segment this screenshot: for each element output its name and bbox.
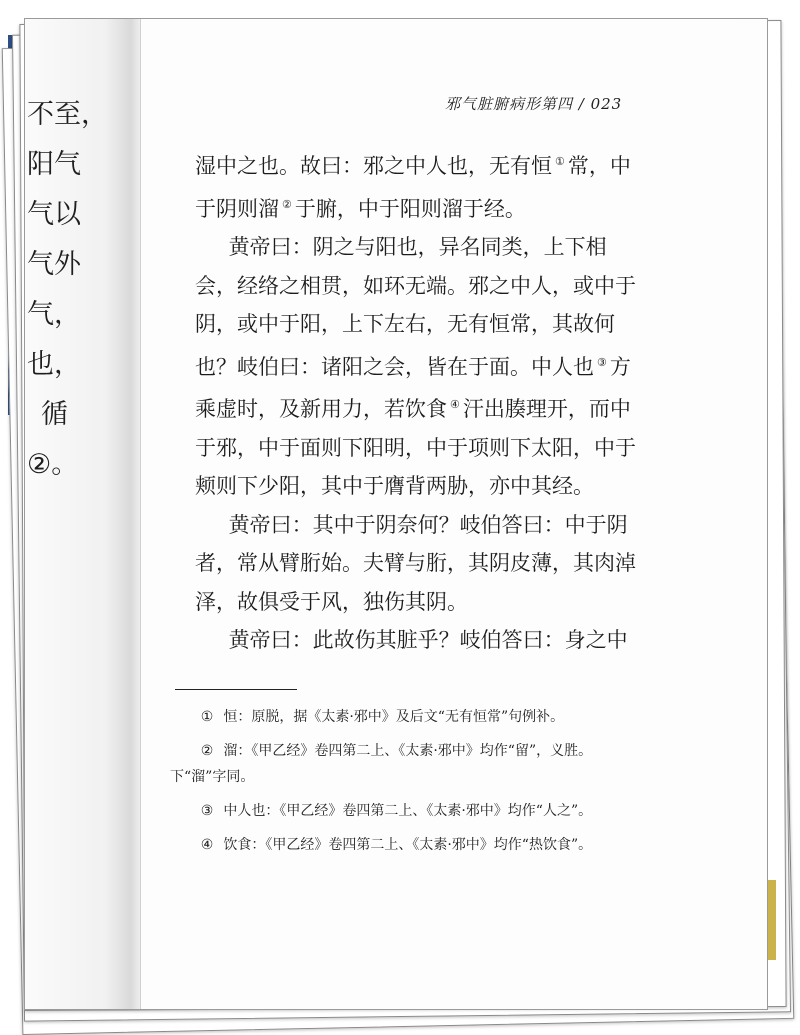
footnote <box>170 832 640 858</box>
footnote-marker: ④ <box>450 398 460 411</box>
paragraph <box>195 228 645 506</box>
footnote-divider <box>175 689 297 690</box>
left-page-line: 气外 <box>27 249 81 280</box>
footnote-text: 恒：原脱，据《太素·邪中》及后文“无有恒常”句例补。 <box>223 709 565 725</box>
left-page-line: ②。 <box>27 449 79 480</box>
footnote-marker: ③ <box>597 355 607 369</box>
paragraph <box>195 621 645 660</box>
text-span: 汗出腠理开，而中于邪，中于面则下阳明，中于项则下太阳，中于颊则下少阳，其中于膺背两胁，亦中其经。 <box>195 397 636 498</box>
left-page-line: 气， <box>27 299 81 330</box>
footnote-number: ④ <box>200 837 214 853</box>
left-page-line: 循 <box>41 399 68 430</box>
text-span: 黄帝曰：阴之与阳也，异名同类，上下相会，经络之相贯，如环无端。邪之中人，或中于阴，或中于阳，上下左右，无有恒常，其故何也？岐伯曰：诸阳之会，皆在于面。中人也 <box>195 235 636 379</box>
footnote-marker: ① <box>555 155 565 168</box>
footnotes <box>170 704 640 866</box>
footnote-marker: ② <box>282 197 292 211</box>
footnote-text: 饮食：《甲乙经》卷四第二上、《太素·邪中》均作“热饮食”。 <box>223 837 593 853</box>
left-page-text <box>27 95 108 495</box>
footnote-number: ① <box>200 709 214 725</box>
text-span: 湿中之也。故曰：邪之中人也，无有恒 <box>195 154 552 178</box>
footnote <box>170 798 640 824</box>
paragraph <box>195 143 645 228</box>
text-span: 方乘虚时，及新用力，若饮食 <box>195 354 631 421</box>
left-page-line: 也， <box>27 349 81 380</box>
footnote-text: 溜：《甲乙经》卷四第二上、《太素·邪中》均作“留”，义胜。下“溜”字同。 <box>170 743 593 785</box>
left-page-line: 不至， <box>27 99 108 130</box>
text-span: 常，中于阴则溜 <box>195 154 631 221</box>
running-head: 邪气脏腑病形第四 / 023 <box>445 95 623 113</box>
footnote <box>170 704 640 730</box>
footnote-number: ③ <box>200 803 214 819</box>
left-page-line: 气以 <box>27 199 81 230</box>
book-page <box>24 18 768 1010</box>
text-span: 于腑，中于阳则溜于经。 <box>294 196 526 221</box>
text-span: 黄帝曰：其中于阴奈何？岐伯答曰：中于阴者，常从臂胻始。夫臂与胻，其阴皮薄，其肉淖泽，故俱受于风，独伤其阴。 <box>195 512 636 614</box>
footnote-number: ② <box>200 743 214 759</box>
left-page-line: 阳气 <box>27 149 81 180</box>
footnote <box>170 738 640 790</box>
paragraph <box>195 506 645 622</box>
text-span: 黄帝曰：此故伤其脏乎？岐伯答曰：身之中 <box>228 628 628 652</box>
footnote-text: 中人也：《甲乙经》卷四第二上、《太素·邪中》均作“人之”。 <box>223 803 593 819</box>
main-text <box>195 143 645 660</box>
